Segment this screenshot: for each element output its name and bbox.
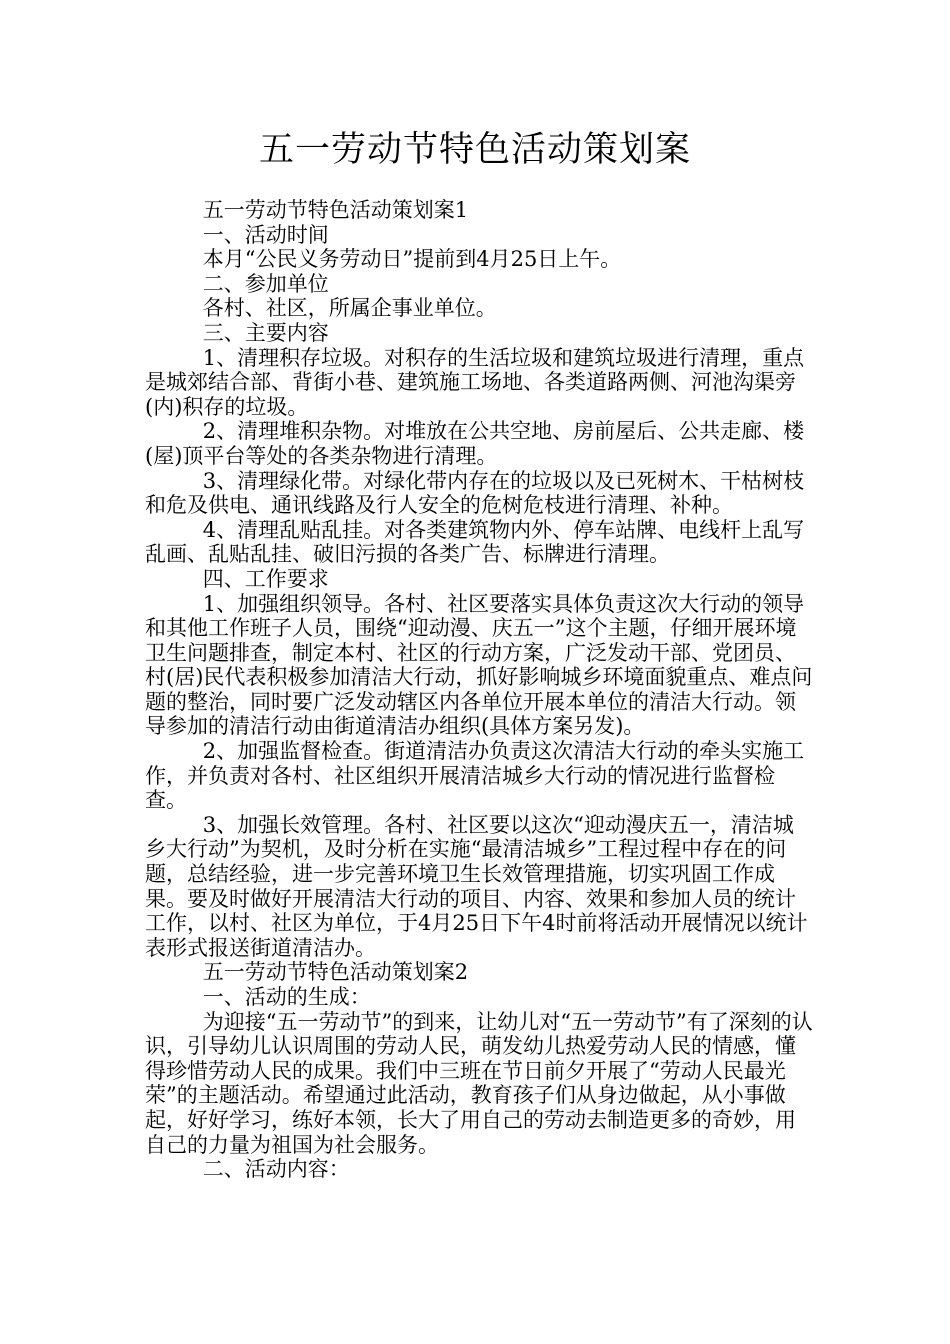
document-title: 五一劳动节特色活动策划案 — [258, 130, 691, 170]
section-heading-plan-2: 五一劳动节特色活动策划案2 — [202, 960, 469, 985]
document-body — [145, 198, 813, 1182]
paragraph-content-2: 2、清理堆积杂物。对堆放在公共空地、房前屋后、公共走廊、楼(屋)顶平台等处的各类杂物进行清理。 — [145, 419, 805, 468]
heading-activity-time: 一、活动时间 — [202, 222, 329, 247]
paragraph-content-4: 4、清理乱贴乱挂。对各类建筑物内外、停车站牌、电线杆上乱写乱画、乱贴乱挂、破旧污损的各类广告、标牌进行清理。 — [145, 517, 805, 567]
heading-main-content: 三、主要内容 — [202, 320, 329, 345]
paragraph-requirement-3: 3、加强长效管理。各村、社区要以这次“迎动漫庆五一，清洁城乡大行动”为契机，及时分析在实施“最清洁城乡”工程过程中存在的问题，总结经验，进一步完善环境卫生长效管理措施，切实巩固工作成果。要及时做好开展清洁大行动的项目、内容、效果和参加人员的统计工作，以村、社区为单位，于4月25日下午4时前将活动开展情况以统计表形式报送街道清洁办。 — [145, 812, 808, 960]
paragraph-participants: 各村、社区，所属企事业单位。 — [202, 296, 497, 321]
section-heading-plan-1: 五一劳动节特色活动策划案1 — [202, 198, 469, 222]
paragraph-activity-origin: 为迎接“五一劳动节”的到来，让幼儿对“五一劳动节”有了深刻的认识，引导幼儿认识周围的劳动人民，萌发幼儿热爱劳动人民的情感，懂得珍惜劳动人民的成果。我们中三班在节日前夕开展了“劳动人民最光荣”的主题活动。希望通过此活动，教育孩子们从身边做起，从小事做起，好好学习，练好本领，长大了用自己的劳动去制造更多的奇妙，用自己的力量为祖国为社会服务。 — [145, 1009, 813, 1157]
heading-participants: 二、参加单位 — [202, 271, 329, 296]
paragraph-requirement-1: 1、加强组织领导。各村、社区要落实具体负责这次大行动的领导和其他工作班子人员，围绕“迎动漫、庆五一”这个主题，仔细开展环境卫生问题排查，制定本村、社区的行动方案，广泛发动干部、党团员、村(居)民代表积极参加清洁大行动，抓好影响城乡环境面貌重点、难点问题的整治，同时要广泛发动辖区内各单位开展本单位的清洁大行动。领导参加的清洁行动由街道清洁办组织(具体方案另发)。 — [145, 591, 813, 739]
paragraph-content-1: 1、清理积存垃圾。对积存的生活垃圾和建筑垃圾进行清理，重点是城郊结合部、背街小巷、建筑施工场地、各类道路两侧、河池沟渠旁(内)积存的垃圾。 — [145, 345, 805, 419]
heading-activity-content: 二、活动内容： — [202, 1157, 350, 1182]
heading-work-requirements: 四、工作要求 — [202, 566, 329, 591]
paragraph-activity-time: 本月“公民义务劳动日”提前到4月25日上午。 — [202, 247, 622, 272]
paragraph-requirement-2: 2、加强监督检查。街道清洁办负责这次清洁大行动的牵头实施工作，并负责对各村、社区组织开展清洁城乡大行动的情况进行监督检查。 — [145, 739, 805, 813]
paragraph-content-3: 3、清理绿化带。对绿化带内存在的垃圾以及已死树木、干枯树枝和危及供电、通讯线路及行人安全的危树危枝进行清理、补种。 — [145, 468, 805, 518]
heading-activity-origin: 一、活动的生成： — [202, 985, 371, 1009]
